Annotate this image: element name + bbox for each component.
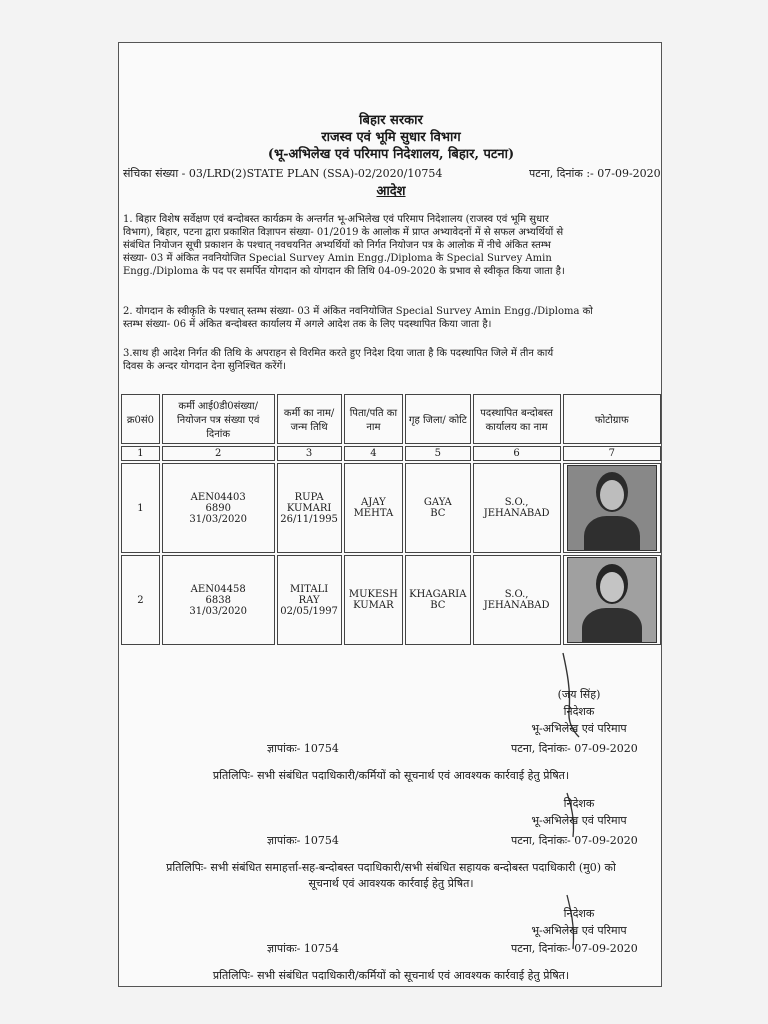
photo-cell — [563, 555, 661, 645]
col-number: 3 — [277, 446, 342, 461]
category-text: BC — [430, 508, 446, 519]
col-number: 7 — [563, 446, 661, 461]
signatory-designation: निदेशक — [563, 797, 595, 810]
column-number-row — [121, 446, 661, 461]
father-text: MUKESH — [348, 589, 398, 600]
name-text: KUMARI — [286, 502, 332, 514]
signatory-office: भू-अभिलेख एवं परिमाप — [531, 722, 627, 735]
name-text: MITALI — [290, 583, 329, 595]
id-text: 6838 — [205, 594, 231, 606]
col-number: 6 — [473, 446, 561, 461]
id-text: AEN04458 — [190, 583, 246, 595]
signatory-designation: निदेशक — [563, 705, 595, 718]
copy-to-line: सूचनार्थ एवं आवश्यक कार्रवाई हेतु प्रेषित। — [308, 877, 474, 890]
category-text: BC — [430, 600, 446, 611]
col-number: 4 — [344, 446, 403, 461]
signatory-office: भू-अभिलेख एवं परिमाप — [531, 924, 627, 937]
photo-body — [584, 516, 640, 551]
p1-line: 1. बिहार विशेष सर्वेक्षण एवं बन्दोबस्त कार्यक्रम के अन्तर्गत भू-अभिलेख एवं परिमाप निदेशालय (राजस्व एवं भूमि सुधार — [123, 214, 549, 225]
order-date: पटना, दिनांक :- 07-09-2020 — [529, 167, 661, 180]
name-cell — [277, 555, 342, 645]
name-text: RUPA — [294, 491, 324, 503]
serial-cell: 1 — [121, 463, 160, 553]
id-text: 6890 — [205, 502, 231, 514]
photo-face — [600, 572, 624, 602]
file-number: संचिका संख्या - 03/LRD(2)STATE PLAN (SSA)-02/2020/10754 — [123, 167, 443, 180]
id-cell — [162, 555, 275, 645]
header-cell: पदस्थापित बन्दोबस्त कार्यालय का नाम — [473, 394, 561, 444]
office-cell — [473, 463, 561, 553]
appointment-table — [119, 392, 663, 647]
home-cell — [405, 555, 471, 645]
col-number: 5 — [405, 446, 471, 461]
memo-date: पटना, दिनांकः- 07-09-2020 — [511, 742, 638, 755]
signatory-office: भू-अभिलेख एवं परिमाप — [531, 814, 627, 827]
signatory-name: (जय सिंह) — [557, 688, 601, 701]
home-cell — [405, 463, 471, 553]
p3-line: दिवस के अन्दर योगदान देना सुनिश्चित करेंगें। — [123, 361, 287, 372]
paragraph-2 — [123, 305, 659, 331]
photo-body — [582, 608, 642, 643]
father-text: MEHTA — [353, 508, 394, 519]
id-text: 31/03/2020 — [189, 605, 248, 617]
dob-text: 26/11/1995 — [280, 513, 338, 525]
p1-line: संबंधित नियोजन सूची प्रकाशन के पश्चात् नवचयनित अभ्यर्थियों को निर्गत नियोजन पत्र के आलोक में नीचे अंकित स्तम्भ — [123, 240, 551, 251]
photo-cell — [563, 463, 661, 553]
dob-text: 02/05/1997 — [280, 605, 338, 617]
govt-title: बिहार सरकार — [359, 113, 423, 128]
memo-date: पटना, दिनांकः- 07-09-2020 — [511, 834, 638, 847]
copy-to-line: प्रतिलिपिः- सभी संबंधित समाहर्त्ता-सह-बन्दोबस्त पदाधिकारी/सभी संबंधित सहायक बन्दोबस्त पदाधिकारी (मु0) को — [166, 861, 616, 874]
home-text: GAYA — [423, 497, 452, 508]
p1-line: विभाग), बिहार, पटना द्वारा प्रकाशित विज्ञापन संख्या- 01/2019 के आलोक में प्राप्त अभ्यावेदनों में से सफल अभ्यर्थियों से — [123, 227, 564, 238]
office-cell — [473, 555, 561, 645]
father-cell — [344, 555, 403, 645]
paragraph-3 — [123, 347, 659, 373]
father-cell — [344, 463, 403, 553]
directorate-title: (भू-अभिलेख एवं परिमाप निदेशालय, बिहार, पटना) — [267, 147, 515, 162]
col-number: 1 — [121, 446, 160, 461]
office-text: JEHANABAD — [483, 508, 550, 519]
col-number: 2 — [162, 446, 275, 461]
office-text: JEHANABAD — [483, 600, 550, 611]
father-text: AJAY — [361, 497, 386, 508]
home-text: KHAGARIA — [409, 589, 467, 600]
table-header-row — [121, 394, 661, 444]
name-cell — [277, 463, 342, 553]
header-cell: गृह जिला/ कोटि — [405, 394, 471, 444]
photograph — [567, 557, 657, 643]
table-row — [121, 555, 661, 645]
memo-number: ज्ञापांकः- 10754 — [267, 834, 339, 847]
header-cell: कर्मी आई0डी0संख्या/ नियोजन पत्र संख्या एवं दिनांक — [162, 394, 275, 444]
id-text: AEN04403 — [190, 491, 246, 503]
header-cell: कर्मी का नाम/जन्म तिथि — [277, 394, 342, 444]
memo-number: ज्ञापांकः- 10754 — [267, 942, 339, 955]
p3-line: 3.साथ ही आदेश निर्गत की तिथि के अपराहन से विरमित करते हुए निदेश दिया जाता है कि पदस्थापित जिले में तीन कार्य — [123, 348, 554, 359]
serial-cell: 2 — [121, 555, 160, 645]
photograph — [567, 465, 657, 551]
id-text: 31/03/2020 — [189, 513, 248, 525]
p1-line: संख्या- 03 में अंकित नवनियोजित Special Survey Amin Engg./Diploma के Special Survey Amin — [123, 253, 552, 264]
office-text: S.O., — [504, 589, 529, 600]
table-row — [121, 463, 661, 553]
p2-line: स्तम्भ संख्या- 06 में अंकित बन्दोबस्त कार्यालय में अगले आदेश तक के लिए पदस्थापित किया जाता है। — [123, 319, 492, 330]
p1-line: Engg./Diploma के पद पर समर्पित योगदान को योगदान की तिथि 04-09-2020 के प्रभाव से स्वीकृत किया जाता है। — [123, 266, 565, 277]
order-title: आदेश — [376, 184, 406, 199]
id-cell — [162, 463, 275, 553]
p2-line: 2. योगदान के स्वीकृति के पश्चात् स्तम्भ संख्या- 03 में अंकित नवनियोजित Special Survey Amin Engg./Diploma को — [123, 306, 593, 317]
father-text: KUMAR — [353, 600, 394, 611]
header-cell: क्र0सं0 — [121, 394, 160, 444]
name-text: RAY — [298, 594, 320, 606]
copy-to-line: प्रतिलिपिः- सभी संबंधित पदाधिकारी/कर्मियों को सूचनार्थ एवं आवश्यक कार्रवाई हेतु प्रेषित। — [212, 769, 570, 782]
header-cell: पिता/पति का नाम — [344, 394, 403, 444]
paragraph-1 — [123, 213, 659, 278]
document-page — [118, 42, 662, 987]
header-cell: फोटोग्राफ — [563, 394, 661, 444]
signatory-designation: निदेशक — [563, 907, 595, 920]
memo-number: ज्ञापांकः- 10754 — [267, 742, 339, 755]
photo-face — [600, 480, 624, 510]
memo-date: पटना, दिनांकः- 07-09-2020 — [511, 942, 638, 955]
department-title: राजस्व एवं भूमि सुधार विभाग — [321, 130, 461, 145]
copy-to-line: प्रतिलिपिः- सभी संबंधित पदाधिकारी/कर्मियों को सूचनार्थ एवं आवश्यक कार्रवाई हेतु प्रेषित। — [212, 969, 570, 982]
office-text: S.O., — [504, 497, 529, 508]
